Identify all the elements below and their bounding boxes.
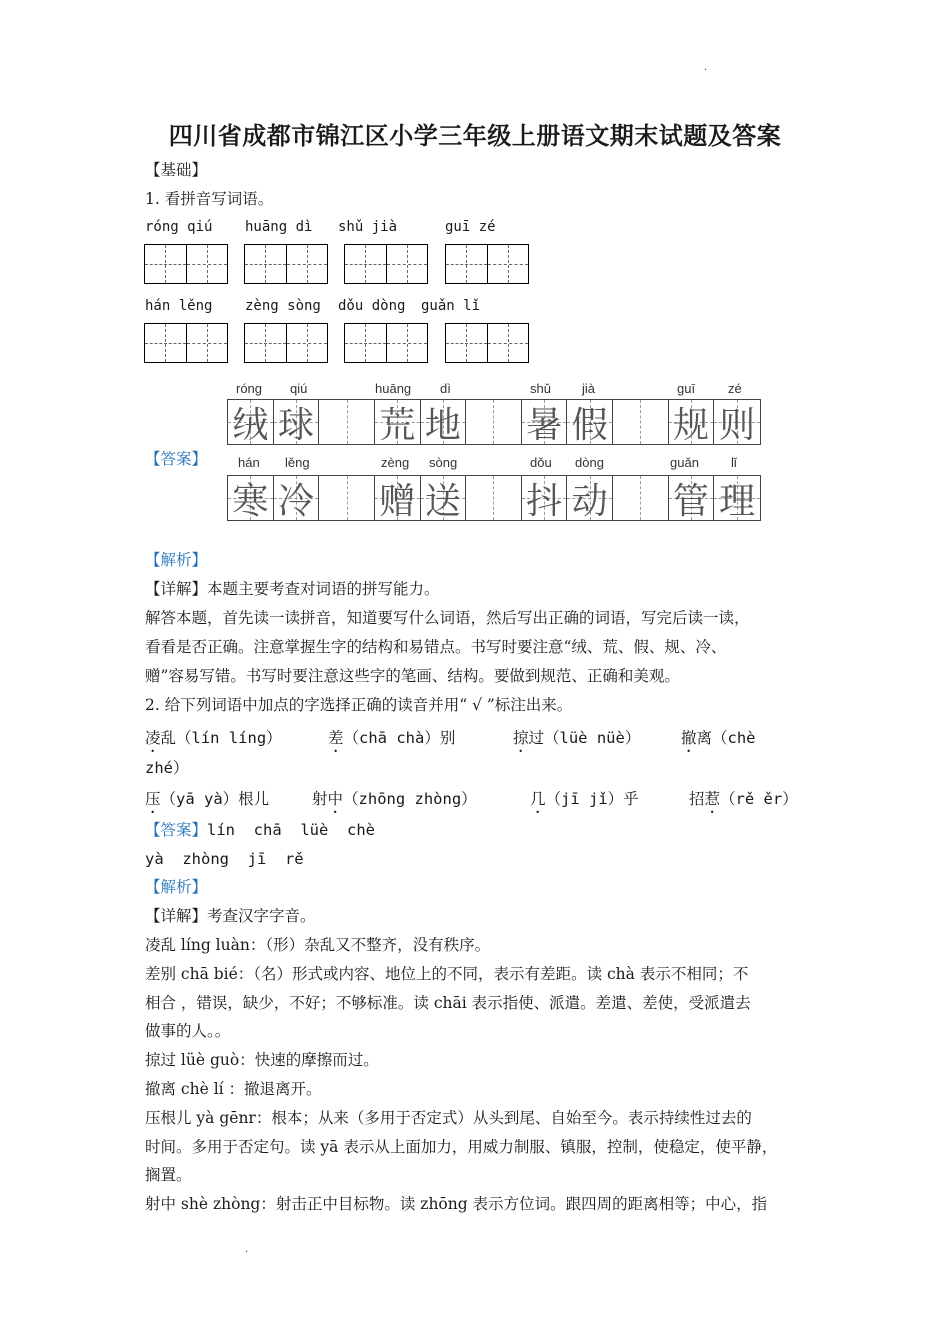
grid-gap: [466, 476, 522, 520]
grid-gap: [613, 400, 669, 444]
q2-item: 招惹（rě ěr）: [689, 790, 798, 808]
q2-item-wrap: zhé）: [145, 759, 189, 777]
q2-item: 几（jī jǐ）乎: [530, 790, 639, 808]
detail-line: 撤离 chè lí ：撤退离开。: [145, 1080, 322, 1098]
answer-char-cell: 假: [567, 400, 613, 444]
pinyin-label: dǒu dòng: [338, 298, 406, 314]
grid-gap: [319, 400, 375, 444]
answer-pinyin: hán: [238, 455, 260, 470]
page-mark-dot: .: [704, 62, 708, 73]
q2-item: 差（chā chà）别: [328, 729, 456, 747]
page-title: 四川省成都市锦江区小学三年级上册语文期末试题及答案: [168, 122, 782, 150]
detail-line: 射中 shè zhòng：射击正中目标物。读 zhōng 表示方位词。跟四周的距离相等；中心，指: [145, 1195, 768, 1213]
q2-item: 掠过（lüè nüè）: [513, 729, 641, 747]
answer-char-cell: 动: [567, 476, 613, 520]
answer-char-cell: 则: [714, 400, 760, 444]
writing-grid[interactable]: [445, 244, 529, 284]
answer-label: 【答案】: [145, 450, 208, 468]
answer-pinyin: lěng: [285, 455, 310, 470]
writing-grid[interactable]: [244, 244, 328, 284]
pinyin-label: huāng dì: [245, 219, 313, 235]
detail-line: 解答本题，首先读一读拼音，知道要写什么词语，然后写出正确的词语，写完后读一读，: [145, 609, 750, 627]
question-2-prompt: 2. 给下列词语中加点的字选择正确的读音并用“ √ ”标注出来。: [145, 696, 573, 714]
question-1-prompt: 1. 看拼音写词语。: [145, 190, 274, 208]
q2-item: 压（yā yà）根儿: [145, 790, 270, 808]
answer-pinyin: dǒu: [530, 455, 552, 470]
writing-grid[interactable]: [344, 244, 428, 284]
answer-char-cell: 抖: [522, 476, 568, 520]
writing-grid[interactable]: [244, 323, 328, 363]
answer-char-cell: 理: [714, 476, 760, 520]
q2-item: 凌乱（lín líng）: [145, 729, 282, 747]
pinyin-label: guī zé: [445, 219, 496, 235]
answer-pinyin: qiú: [290, 381, 308, 396]
pinyin-label: róng qiú: [145, 219, 213, 235]
answer-pinyin: guǎn: [670, 455, 699, 470]
answer-pinyin: dì: [440, 381, 451, 396]
detail-line: 看看是否正确。注意掌握生字的结构和易错点。书写时要注意“绒、荒、假、规、冷、: [145, 638, 727, 656]
answer-pinyin: guī: [677, 381, 696, 396]
writing-grid[interactable]: [445, 323, 529, 363]
detail-line: 搁置。: [145, 1166, 192, 1184]
q2-item: 射中（zhōng zhòng）: [312, 790, 477, 808]
writing-grid[interactable]: [144, 323, 228, 363]
detail-line: 压根儿 yà gēnr：根本；从来（多用于否定式）从头到尾、自始至今。表示持续性过去的: [145, 1109, 752, 1127]
pinyin-label: guǎn lǐ: [421, 298, 481, 314]
pinyin-label: shǔ jià: [338, 219, 398, 235]
answer-char-cell: 冷: [274, 476, 320, 520]
answer-char-cell: 荒: [375, 400, 421, 444]
detail-line: 差别 chā bié：（名）形式或内容、地位上的不同，表示有差距。读 chà 表示不相同；不: [145, 965, 749, 983]
answer-pinyin: zèng: [381, 455, 410, 470]
writing-grid[interactable]: [144, 244, 228, 284]
detail-line: 做事的人。。: [145, 1022, 231, 1040]
answer-pinyin: lǐ: [731, 455, 737, 470]
detail-line: 【详解】本题主要考查对词语的拼写能力。: [145, 580, 440, 598]
answer-char-cell: 绒: [228, 400, 274, 444]
pinyin-label: zèng sòng: [245, 298, 321, 314]
answer-pinyin: huāng: [375, 381, 412, 396]
answer-pinyin: róng: [236, 381, 263, 396]
answer-pinyin: zé: [728, 381, 742, 396]
answer-pinyin: jià: [582, 381, 596, 396]
answer-grid-row: [227, 475, 761, 521]
detail-line: 凌乱 líng luàn：（形）杂乱又不整齐，没有秩序。: [145, 936, 491, 954]
page-mark-dot: .: [245, 1244, 249, 1255]
grid-gap: [613, 476, 669, 520]
answer-char-cell: 赠: [375, 476, 421, 520]
section-basic-label: 【基础】: [145, 161, 208, 179]
detail-line: 掠过 lüè guò：快速的摩擦而过。: [145, 1051, 379, 1069]
analysis-label: 【解析】: [145, 878, 208, 896]
q2-answer: 【答案】lín chā lüè chè: [145, 821, 375, 839]
answer-char-cell: 管: [669, 476, 715, 520]
answer-grid-row: [227, 399, 761, 445]
detail-line: 赠”容易写错。书写时要注意这些字的笔画、结构。要做到规范、正确和美观。: [145, 667, 680, 685]
detail-line: 相合 ，错误，缺少，不好；不够标准。读 chāi 表示指使、派遣。差遣、差使，受派遣去: [145, 994, 751, 1012]
answer-char-cell: 地: [421, 400, 467, 444]
detail-line: 【详解】考查汉字字音。: [145, 907, 316, 925]
q2-item: 撤离（chè: [681, 729, 756, 747]
answer-char-cell: 暑: [522, 400, 568, 444]
answer-char-cell: 球: [274, 400, 320, 444]
writing-grid[interactable]: [344, 323, 428, 363]
grid-gap: [319, 476, 375, 520]
answer-char-cell: 送: [421, 476, 467, 520]
answer-char-cell: 规: [669, 400, 715, 444]
analysis-label: 【解析】: [145, 551, 208, 569]
detail-line: 时间。多用于否定句。读 yā 表示从上面加力，用威力制服、镇服，控制，使稳定，使平静，: [145, 1138, 778, 1156]
pinyin-label: hán lěng: [145, 298, 213, 314]
answer-char-cell: 寒: [228, 476, 274, 520]
answer-pinyin: shǔ: [530, 381, 551, 396]
answer-pinyin: sòng: [429, 455, 458, 470]
q2-answer-line2: yà zhòng jī rě: [145, 850, 304, 868]
answer-pinyin: dòng: [575, 455, 604, 470]
grid-gap: [466, 400, 522, 444]
